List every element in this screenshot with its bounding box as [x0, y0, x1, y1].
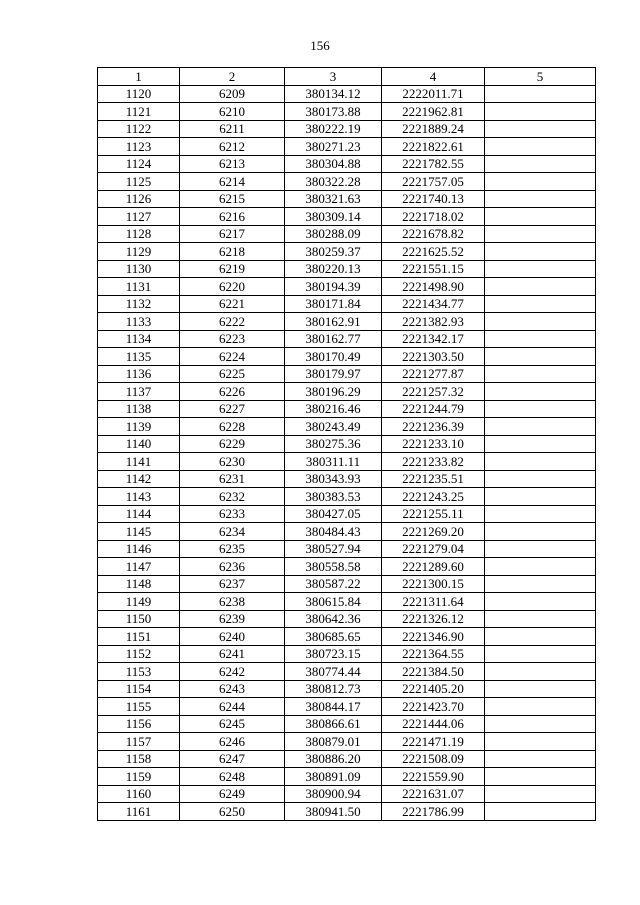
table-cell [485, 313, 596, 331]
table-row [98, 453, 596, 471]
table-cell [485, 715, 596, 733]
table-cell: 380527.94 [285, 540, 382, 558]
table-cell [485, 295, 596, 313]
table-cell: 380322.28 [285, 173, 382, 191]
table-row [98, 593, 596, 611]
table-cell: 2221269.20 [382, 523, 485, 541]
table-cell: 1129 [98, 243, 180, 261]
table-cell [485, 645, 596, 663]
table-cell: 1131 [98, 278, 180, 296]
table-cell [485, 348, 596, 366]
table-cell: 6234 [180, 523, 285, 541]
table-cell [485, 663, 596, 681]
table-row [98, 680, 596, 698]
table-row [98, 785, 596, 803]
page-number: 156 [310, 38, 330, 53]
table-cell: 6231 [180, 470, 285, 488]
table-cell: 6233 [180, 505, 285, 523]
table-cell: 380170.49 [285, 348, 382, 366]
table-cell: 1123 [98, 138, 180, 156]
table-cell: 2221405.20 [382, 680, 485, 698]
table-row [98, 383, 596, 401]
table-cell [485, 558, 596, 576]
table-row [98, 470, 596, 488]
table-row [98, 645, 596, 663]
table-cell: 2221625.52 [382, 243, 485, 261]
table-row [98, 540, 596, 558]
table-cell: 2221382.93 [382, 313, 485, 331]
table-row [98, 558, 596, 576]
table-cell: 6240 [180, 628, 285, 646]
table-cell: 1148 [98, 575, 180, 593]
table-cell: 2221235.51 [382, 470, 485, 488]
table-cell: 380179.97 [285, 365, 382, 383]
table-row [98, 138, 596, 156]
table-cell: 6242 [180, 663, 285, 681]
table-cell: 6238 [180, 593, 285, 611]
table-cell: 1143 [98, 488, 180, 506]
table-row [98, 348, 596, 366]
table-body [98, 85, 596, 820]
table-row [98, 523, 596, 541]
table-cell: 6232 [180, 488, 285, 506]
table-cell: 2221508.09 [382, 750, 485, 768]
table-cell: 6228 [180, 418, 285, 436]
table-cell: 380171.84 [285, 295, 382, 313]
table-cell: 1149 [98, 593, 180, 611]
coordinates-table [97, 67, 596, 821]
table-cell: 6224 [180, 348, 285, 366]
table-cell: 2221233.10 [382, 435, 485, 453]
table-cell: 380383.53 [285, 488, 382, 506]
table-cell [485, 383, 596, 401]
table-row [98, 663, 596, 681]
table-cell: 2221277.87 [382, 365, 485, 383]
table-row [98, 225, 596, 243]
table-cell [485, 418, 596, 436]
table-cell: 2221233.82 [382, 453, 485, 471]
table-cell [485, 225, 596, 243]
table-cell: 380685.65 [285, 628, 382, 646]
table-cell: 6227 [180, 400, 285, 418]
table-cell: 6210 [180, 103, 285, 121]
table-cell: 2221303.50 [382, 348, 485, 366]
table-cell: 2221434.77 [382, 295, 485, 313]
table-cell: 6218 [180, 243, 285, 261]
table-cell: 380723.15 [285, 645, 382, 663]
table-cell: 380343.93 [285, 470, 382, 488]
table-cell: 2221236.39 [382, 418, 485, 436]
table-cell: 6244 [180, 698, 285, 716]
table-cell: 6245 [180, 715, 285, 733]
table-cell: 1133 [98, 313, 180, 331]
table-cell: 2221889.24 [382, 120, 485, 138]
table-cell: 380271.23 [285, 138, 382, 156]
table-cell [485, 505, 596, 523]
table-row [98, 733, 596, 751]
table-row [98, 85, 596, 103]
table-header [98, 68, 596, 86]
table-cell: 6248 [180, 768, 285, 786]
table-cell: 6209 [180, 85, 285, 103]
table-cell [485, 453, 596, 471]
table-cell: 380891.09 [285, 768, 382, 786]
table-cell [485, 85, 596, 103]
table-cell: 380288.09 [285, 225, 382, 243]
table-cell: 6250 [180, 803, 285, 821]
table-row [98, 208, 596, 226]
table-cell: 6243 [180, 680, 285, 698]
table-cell: 6222 [180, 313, 285, 331]
table-cell: 2221559.90 [382, 768, 485, 786]
table-cell: 6212 [180, 138, 285, 156]
table-cell: 380222.19 [285, 120, 382, 138]
table-row [98, 575, 596, 593]
table-cell: 1159 [98, 768, 180, 786]
table-cell: 1127 [98, 208, 180, 226]
table-cell [485, 208, 596, 226]
table-cell: 2221782.55 [382, 155, 485, 173]
table-cell: 6230 [180, 453, 285, 471]
table-cell: 2221631.07 [382, 785, 485, 803]
table-cell [485, 173, 596, 191]
table-cell: 1135 [98, 348, 180, 366]
table-cell: 2221289.60 [382, 558, 485, 576]
table-cell: 380587.22 [285, 575, 382, 593]
table-cell [485, 803, 596, 821]
table-cell: 380311.11 [285, 453, 382, 471]
table-cell: 380309.14 [285, 208, 382, 226]
table-row [98, 610, 596, 628]
table-row [98, 155, 596, 173]
table-cell [485, 593, 596, 611]
table-cell: 380941.50 [285, 803, 382, 821]
table-cell: 380194.39 [285, 278, 382, 296]
table-row [98, 278, 596, 296]
table-cell: 1156 [98, 715, 180, 733]
table-cell: 6220 [180, 278, 285, 296]
table-cell [485, 750, 596, 768]
table-cell: 380196.29 [285, 383, 382, 401]
table-cell: 6247 [180, 750, 285, 768]
table-cell: 2221257.32 [382, 383, 485, 401]
table-row [98, 313, 596, 331]
table-cell: 1160 [98, 785, 180, 803]
table-cell: 2221740.13 [382, 190, 485, 208]
table-row [98, 243, 596, 261]
table-cell: 6225 [180, 365, 285, 383]
table-cell: 1161 [98, 803, 180, 821]
column-header: 5 [485, 68, 596, 86]
table-cell [485, 610, 596, 628]
table-cell: 1157 [98, 733, 180, 751]
table-cell: 1125 [98, 173, 180, 191]
table-cell [485, 400, 596, 418]
table-cell: 2221255.11 [382, 505, 485, 523]
table-cell [485, 155, 596, 173]
table-cell: 2221551.15 [382, 260, 485, 278]
table-cell: 2221364.55 [382, 645, 485, 663]
table-cell: 380886.20 [285, 750, 382, 768]
table-cell [485, 365, 596, 383]
table-cell: 2221279.04 [382, 540, 485, 558]
table-cell [485, 628, 596, 646]
table-cell: 6215 [180, 190, 285, 208]
table-cell: 2221786.99 [382, 803, 485, 821]
table-row [98, 435, 596, 453]
table-row [98, 418, 596, 436]
table-cell: 380844.17 [285, 698, 382, 716]
table-cell: 6241 [180, 645, 285, 663]
table-cell [485, 540, 596, 558]
table-cell: 380427.05 [285, 505, 382, 523]
table-cell: 1130 [98, 260, 180, 278]
table-cell [485, 698, 596, 716]
table-row [98, 698, 596, 716]
table-cell: 2221444.06 [382, 715, 485, 733]
table-cell: 6235 [180, 540, 285, 558]
table-cell: 380866.61 [285, 715, 382, 733]
table-cell: 2221342.17 [382, 330, 485, 348]
table-row [98, 628, 596, 646]
column-header: 3 [285, 68, 382, 86]
column-header: 2 [180, 68, 285, 86]
table-cell: 2221243.25 [382, 488, 485, 506]
table-cell: 2221471.19 [382, 733, 485, 751]
table-row [98, 715, 596, 733]
table-cell [485, 523, 596, 541]
table-cell: 380275.36 [285, 435, 382, 453]
table-cell: 1122 [98, 120, 180, 138]
table-row [98, 330, 596, 348]
table-cell: 6213 [180, 155, 285, 173]
table-cell [485, 470, 596, 488]
table-cell: 1153 [98, 663, 180, 681]
table-cell: 1132 [98, 295, 180, 313]
table-cell: 6226 [180, 383, 285, 401]
table-cell: 1128 [98, 225, 180, 243]
table-cell: 2221300.15 [382, 575, 485, 593]
table-cell: 1137 [98, 383, 180, 401]
table-cell [485, 278, 596, 296]
table-row [98, 400, 596, 418]
table-row [98, 488, 596, 506]
table-cell: 380162.77 [285, 330, 382, 348]
table-cell: 1147 [98, 558, 180, 576]
table-cell [485, 260, 596, 278]
table-cell: 1155 [98, 698, 180, 716]
table-cell: 1139 [98, 418, 180, 436]
table-cell: 1136 [98, 365, 180, 383]
table-cell: 380162.91 [285, 313, 382, 331]
table-cell [485, 733, 596, 751]
table-cell: 6236 [180, 558, 285, 576]
table-cell [485, 785, 596, 803]
table-cell: 6214 [180, 173, 285, 191]
table-cell: 6219 [180, 260, 285, 278]
table-cell: 1146 [98, 540, 180, 558]
table-cell [485, 768, 596, 786]
table-cell: 380220.13 [285, 260, 382, 278]
table-cell: 2221718.02 [382, 208, 485, 226]
table-cell: 2221326.12 [382, 610, 485, 628]
table-cell: 6249 [180, 785, 285, 803]
table-cell [485, 243, 596, 261]
table-row [98, 750, 596, 768]
table-cell: 1145 [98, 523, 180, 541]
table-cell: 1126 [98, 190, 180, 208]
table-cell: 380642.36 [285, 610, 382, 628]
table-cell [485, 103, 596, 121]
table-row [98, 260, 596, 278]
table-cell: 380304.88 [285, 155, 382, 173]
header-row [98, 68, 596, 86]
table-cell: 1134 [98, 330, 180, 348]
table-cell: 1152 [98, 645, 180, 663]
table-row [98, 365, 596, 383]
table-cell: 1150 [98, 610, 180, 628]
table-cell: 380900.94 [285, 785, 382, 803]
table-cell: 2221384.50 [382, 663, 485, 681]
table-cell: 6239 [180, 610, 285, 628]
table-cell [485, 138, 596, 156]
table-cell: 380321.63 [285, 190, 382, 208]
table-cell: 1154 [98, 680, 180, 698]
table-cell [485, 120, 596, 138]
table-row [98, 505, 596, 523]
table-cell: 6229 [180, 435, 285, 453]
table-row [98, 803, 596, 821]
table-cell: 6221 [180, 295, 285, 313]
table-row [98, 295, 596, 313]
table-cell: 2221346.90 [382, 628, 485, 646]
table-cell: 1141 [98, 453, 180, 471]
table-row [98, 190, 596, 208]
column-header: 4 [382, 68, 485, 86]
table-cell: 6223 [180, 330, 285, 348]
table-cell: 2221757.05 [382, 173, 485, 191]
table-cell: 380812.73 [285, 680, 382, 698]
table-cell [485, 330, 596, 348]
table-cell: 1144 [98, 505, 180, 523]
table-cell: 2221498.90 [382, 278, 485, 296]
table-cell [485, 575, 596, 593]
table-cell: 1151 [98, 628, 180, 646]
table-cell: 6237 [180, 575, 285, 593]
table-cell: 1158 [98, 750, 180, 768]
table-cell: 380173.88 [285, 103, 382, 121]
table-cell: 6217 [180, 225, 285, 243]
table-cell [485, 680, 596, 698]
table-cell: 380259.37 [285, 243, 382, 261]
table-cell: 380558.58 [285, 558, 382, 576]
table-cell: 1138 [98, 400, 180, 418]
table-cell: 2221311.64 [382, 593, 485, 611]
table-cell [485, 190, 596, 208]
column-header: 1 [98, 68, 180, 86]
table-cell: 380615.84 [285, 593, 382, 611]
table-cell: 2221244.79 [382, 400, 485, 418]
table-cell: 380774.44 [285, 663, 382, 681]
table-cell: 1140 [98, 435, 180, 453]
table-row [98, 173, 596, 191]
table-row [98, 768, 596, 786]
table-cell: 6216 [180, 208, 285, 226]
table-row [98, 120, 596, 138]
table-cell: 380134.12 [285, 85, 382, 103]
table-cell: 2221678.82 [382, 225, 485, 243]
table-cell: 2221822.61 [382, 138, 485, 156]
table-cell [485, 488, 596, 506]
table-cell: 1124 [98, 155, 180, 173]
table-cell: 380879.01 [285, 733, 382, 751]
table-cell: 2221962.81 [382, 103, 485, 121]
table-row [98, 103, 596, 121]
table-cell: 1121 [98, 103, 180, 121]
table-cell: 380484.43 [285, 523, 382, 541]
table-cell: 2222011.71 [382, 85, 485, 103]
table-cell: 2221423.70 [382, 698, 485, 716]
table-cell: 6246 [180, 733, 285, 751]
table-cell: 380243.49 [285, 418, 382, 436]
table-cell: 6211 [180, 120, 285, 138]
table-cell: 1120 [98, 85, 180, 103]
table-cell: 1142 [98, 470, 180, 488]
table-cell [485, 435, 596, 453]
table-cell: 380216.46 [285, 400, 382, 418]
